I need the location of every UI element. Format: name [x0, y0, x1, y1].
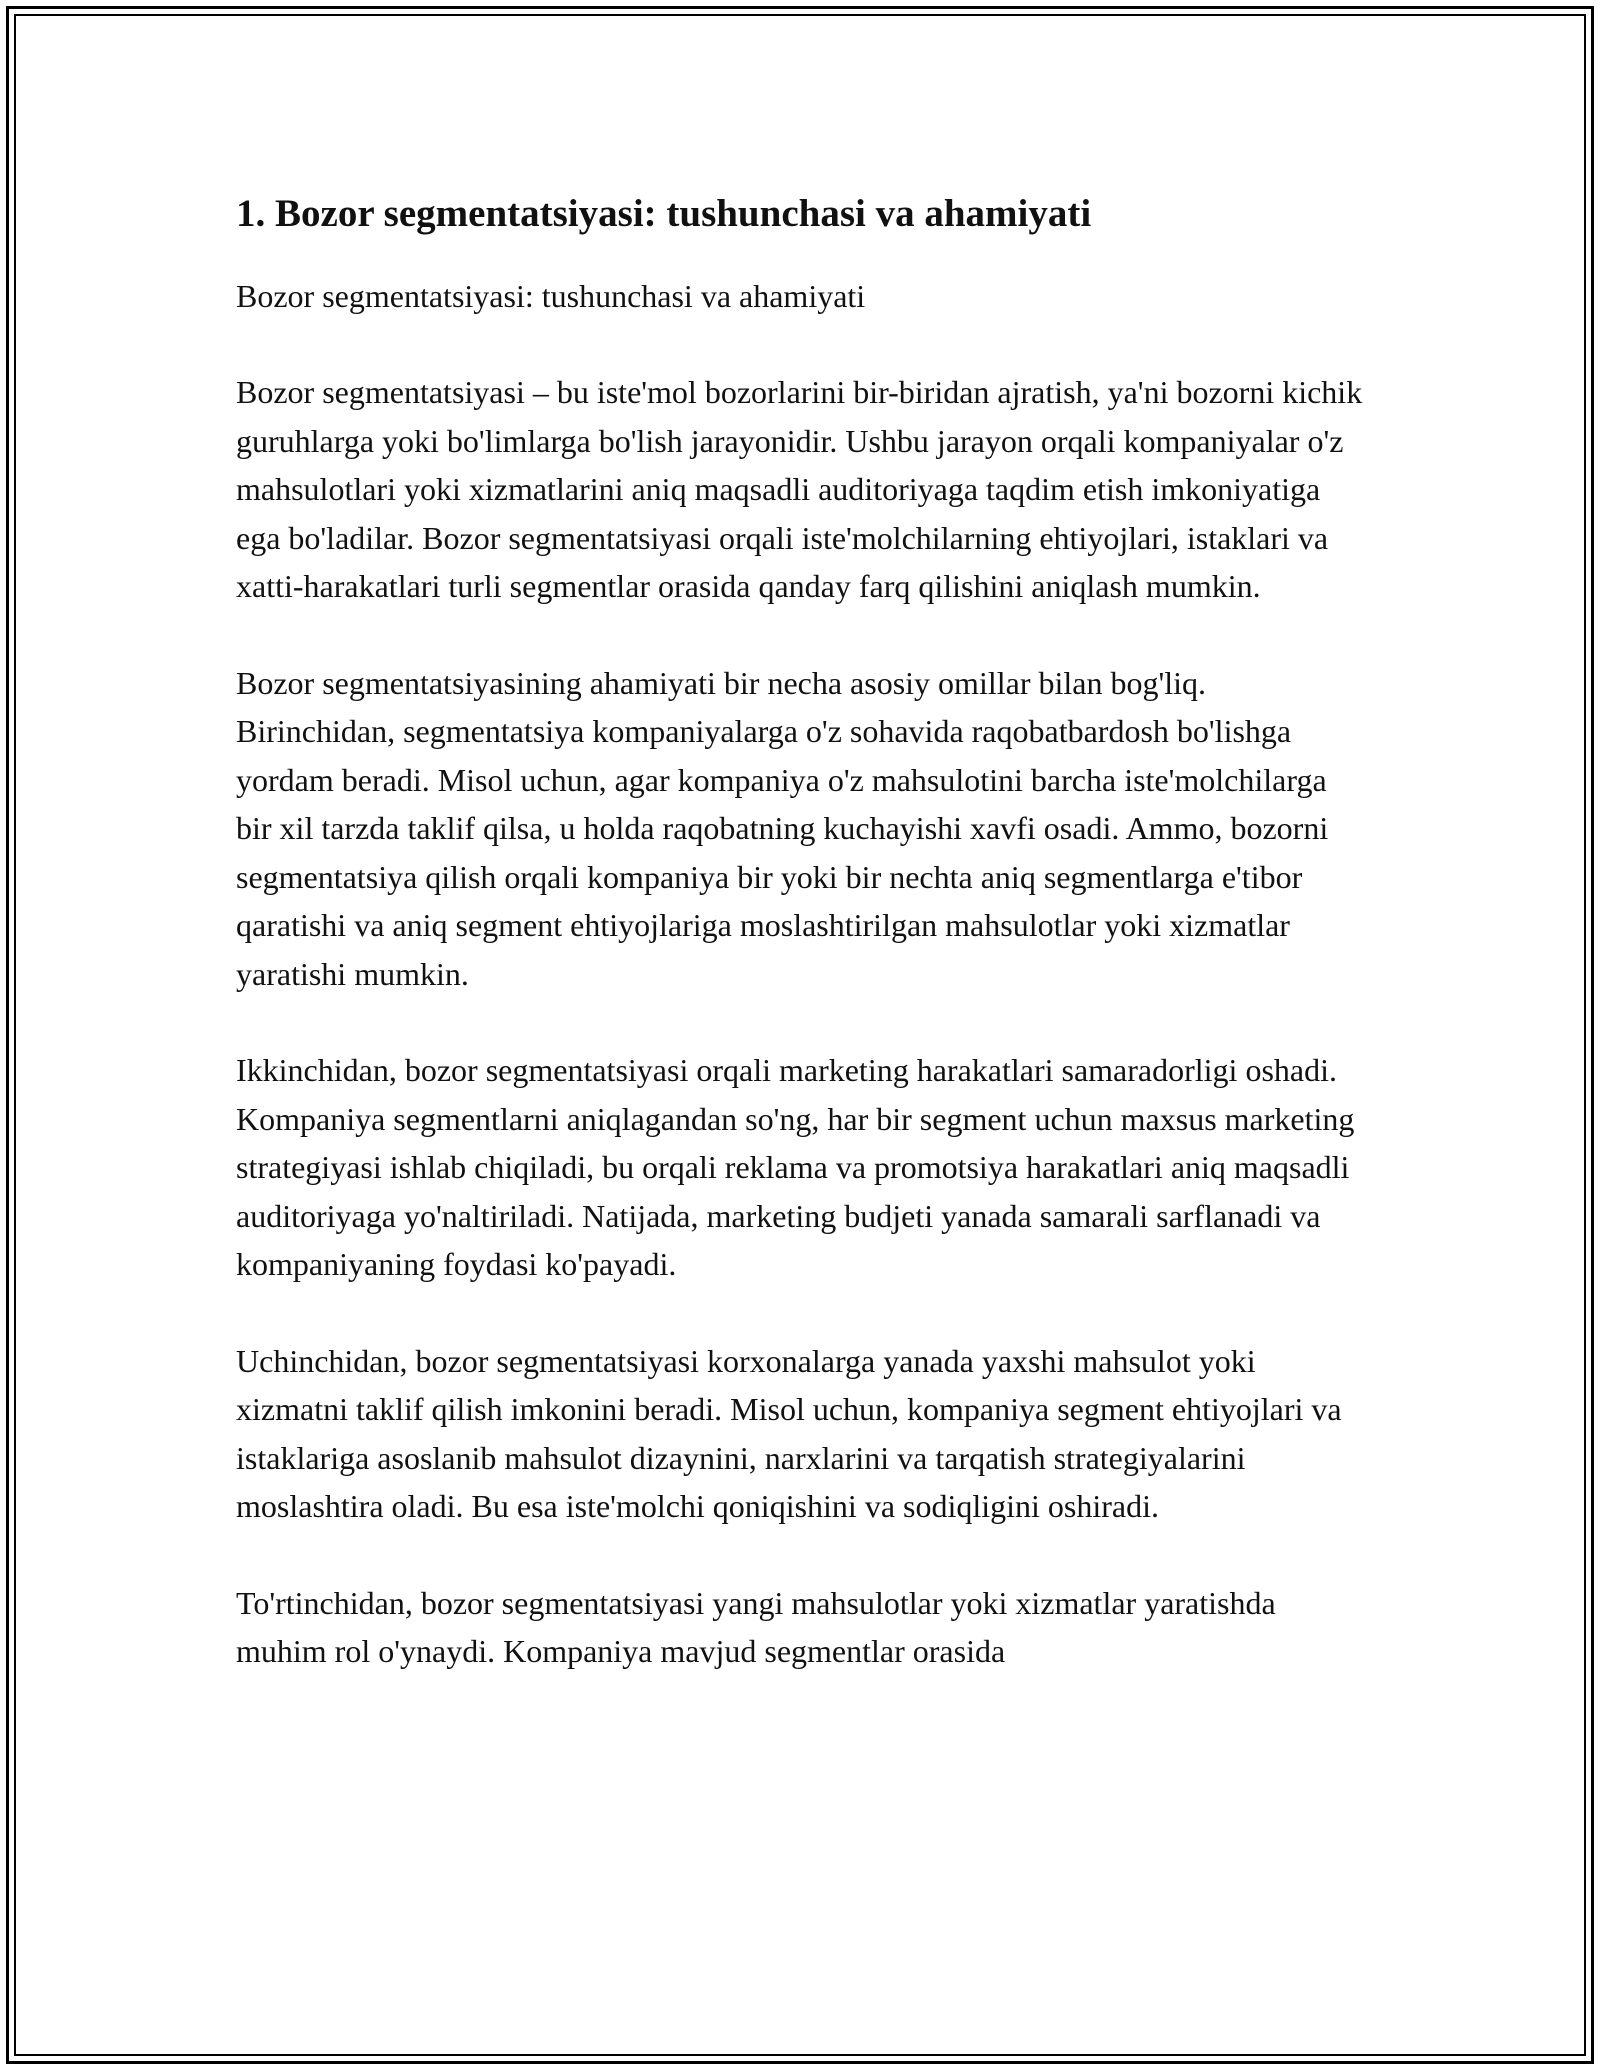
section-subtitle: Bozor segmentatsiyasi: tushunchasi va ahamiyati — [236, 278, 866, 314]
document-body — [236, 184, 1366, 1724]
paragraph-second-reason: Ikkinchidan, bozor segmentatsiyasi orqali marketing harakatlari samaradorligi oshadi. Kompaniya segmentlarni aniqlagandan so'ng, har bir segment uchun maxsus marketing strategiyasi ishlab chiqiladi, bu orqali reklama va promotsiya harakatlari aniq maqsadli auditoriyaga yo'naltiriladi. Natijada, marketing budjeti yanada samarali sarflanadi va kompaniyaning foydasi ko'payadi. — [236, 1052, 1355, 1282]
paragraph-definition: Bozor segmentatsiyasi – bu iste'mol bozorlarini bir-biridan ajratish, ya'ni bozorni kichik guruhlarga yoki bo'limlarga bo'lish jarayonidir. Ushbu jarayon orqali kompaniyalar o'z mahsulotlari yoki xizmatlarini aniq maqsadli auditoriyaga taqdim etish imkoniyatiga ega bo'ladilar. Bozor segmentatsiyasi orqali iste'molchilarning ehtiyojlari, istaklari va xatti-harakatlari turli segmentlar orasida qanday farq qilishini aniqlash mumkin. — [236, 374, 1363, 604]
paragraph-third-reason: Uchinchidan, bozor segmentatsiyasi korxonalarga yanada yaxshi mahsulot yoki xizmatni taklif qilish imkonini beradi. Misol uchun, kompaniya segment ehtiyojlari va istaklariga asoslanib mahsulot dizaynini, narxlarini va tarqatish strategiyalarini moslashtira oladi. Bu esa iste'molchi qoniqishini va sodiqligini oshiradi. — [236, 1342, 1342, 1524]
paragraph-fourth-reason: To'rtinchidan, bozor segmentatsiyasi yangi mahsulotlar yoki xizmatlar yaratishda muhim rol o'ynaydi. Kompaniya mavjud segmentlar orasida — [236, 1584, 1276, 1669]
paragraph-importance: Bozor segmentatsiyasining ahamiyati bir necha asosiy omillar bilan bog'liq. Birinchidan, segmentatsiya kompaniyalarga o'z sohavida raqobatbardosh bo'lishga yordam beradi. Misol uchun, agar kompaniya o'z mahsulotini barcha iste'molchilarga bir xil tarzda taklif qilsa, u holda raqobatning kuchayishi xavfi osadi. Ammo, bozorni segmentatsiya qilish orqali kompaniya bir yoki bir nechta aniq segmentlarga e'tibor qaratishi va aniq segment ehtiyojlariga moslashtirilgan mahsulotlar yoki xizmatlar yaratishi mumkin. — [236, 664, 1329, 992]
section-heading: 1. Bozor segmentatsiyasi: tushunchasi va ahamiyati — [236, 192, 1092, 235]
